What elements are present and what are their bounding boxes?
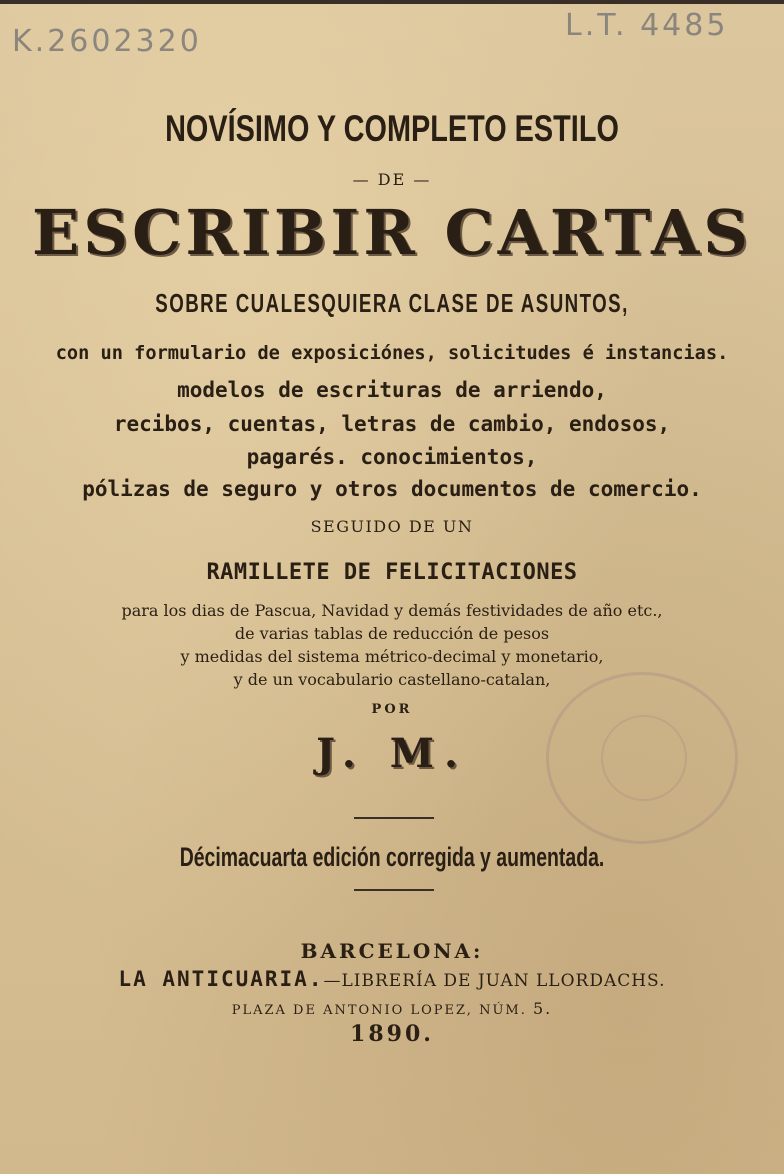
- imprint-publisher-line: [0, 967, 784, 991]
- contents-line-2: modelos de escrituras de arriendo,: [177, 378, 607, 402]
- main-title: ESCRIBIR CARTAS: [32, 196, 752, 269]
- divider-lower: [354, 889, 434, 891]
- details-line-3: y medidas del sistema métrico-decimal y monetario,: [180, 647, 604, 666]
- title-subtitle: SOBRE CUALESQUIERA CLASE DE ASUNTOS,: [155, 288, 629, 318]
- edition-note: Décimacuarta edición corregida y aumentada.: [179, 842, 605, 872]
- details-line-2: de varias tablas de reducción de pesos: [234, 624, 550, 643]
- imprint-address-number: 5.: [533, 999, 553, 1018]
- divider-upper: [354, 817, 434, 819]
- imprint-address: PLAZA DE ANTONIO LOPEZ, NÚM.: [231, 1003, 527, 1018]
- followed-by-label: SEGUIDO DE UN: [310, 517, 474, 536]
- details-line-4: y de un vocabulario castellano-catalan,: [233, 670, 551, 689]
- top-edge-line: [0, 0, 784, 4]
- contents-line-3: recibos, cuentas, letras de cambio, endosos,: [113, 412, 671, 436]
- title-connector: — DE —: [352, 170, 432, 189]
- title-line-1: NOVÍSIMO Y COMPLETO ESTILO: [165, 108, 619, 149]
- details-line-1: para los dias de Pascua, Navidad y demás festividades de año etc.,: [121, 601, 663, 620]
- handwritten-catalog-number: K.2602320: [12, 24, 202, 59]
- contents-line-5: pólizas de seguro y otros documentos de comercio.: [82, 477, 702, 501]
- imprint-address-line: [0, 999, 784, 1018]
- imprint-publisher: LA ANTICUARIA.: [118, 967, 324, 991]
- imprint-bookseller: —LIBRERÍA DE JUAN LLORDACHS.: [323, 971, 666, 991]
- ramillete-heading: RAMILLETE DE FELICITACIONES: [206, 560, 578, 585]
- contents-line-1: con un formulario de exposiciónes, solicitudes é instancias.: [55, 342, 729, 364]
- author-initials: J. M.: [316, 730, 468, 777]
- contents-line-4: pagarés. conocimientos,: [246, 445, 538, 469]
- imprint-city: BARCELONA:: [300, 939, 484, 963]
- by-label: POR: [371, 702, 413, 717]
- imprint-year: 1890.: [350, 1021, 434, 1047]
- handwritten-shelf-mark: L.T. 4485: [565, 8, 729, 43]
